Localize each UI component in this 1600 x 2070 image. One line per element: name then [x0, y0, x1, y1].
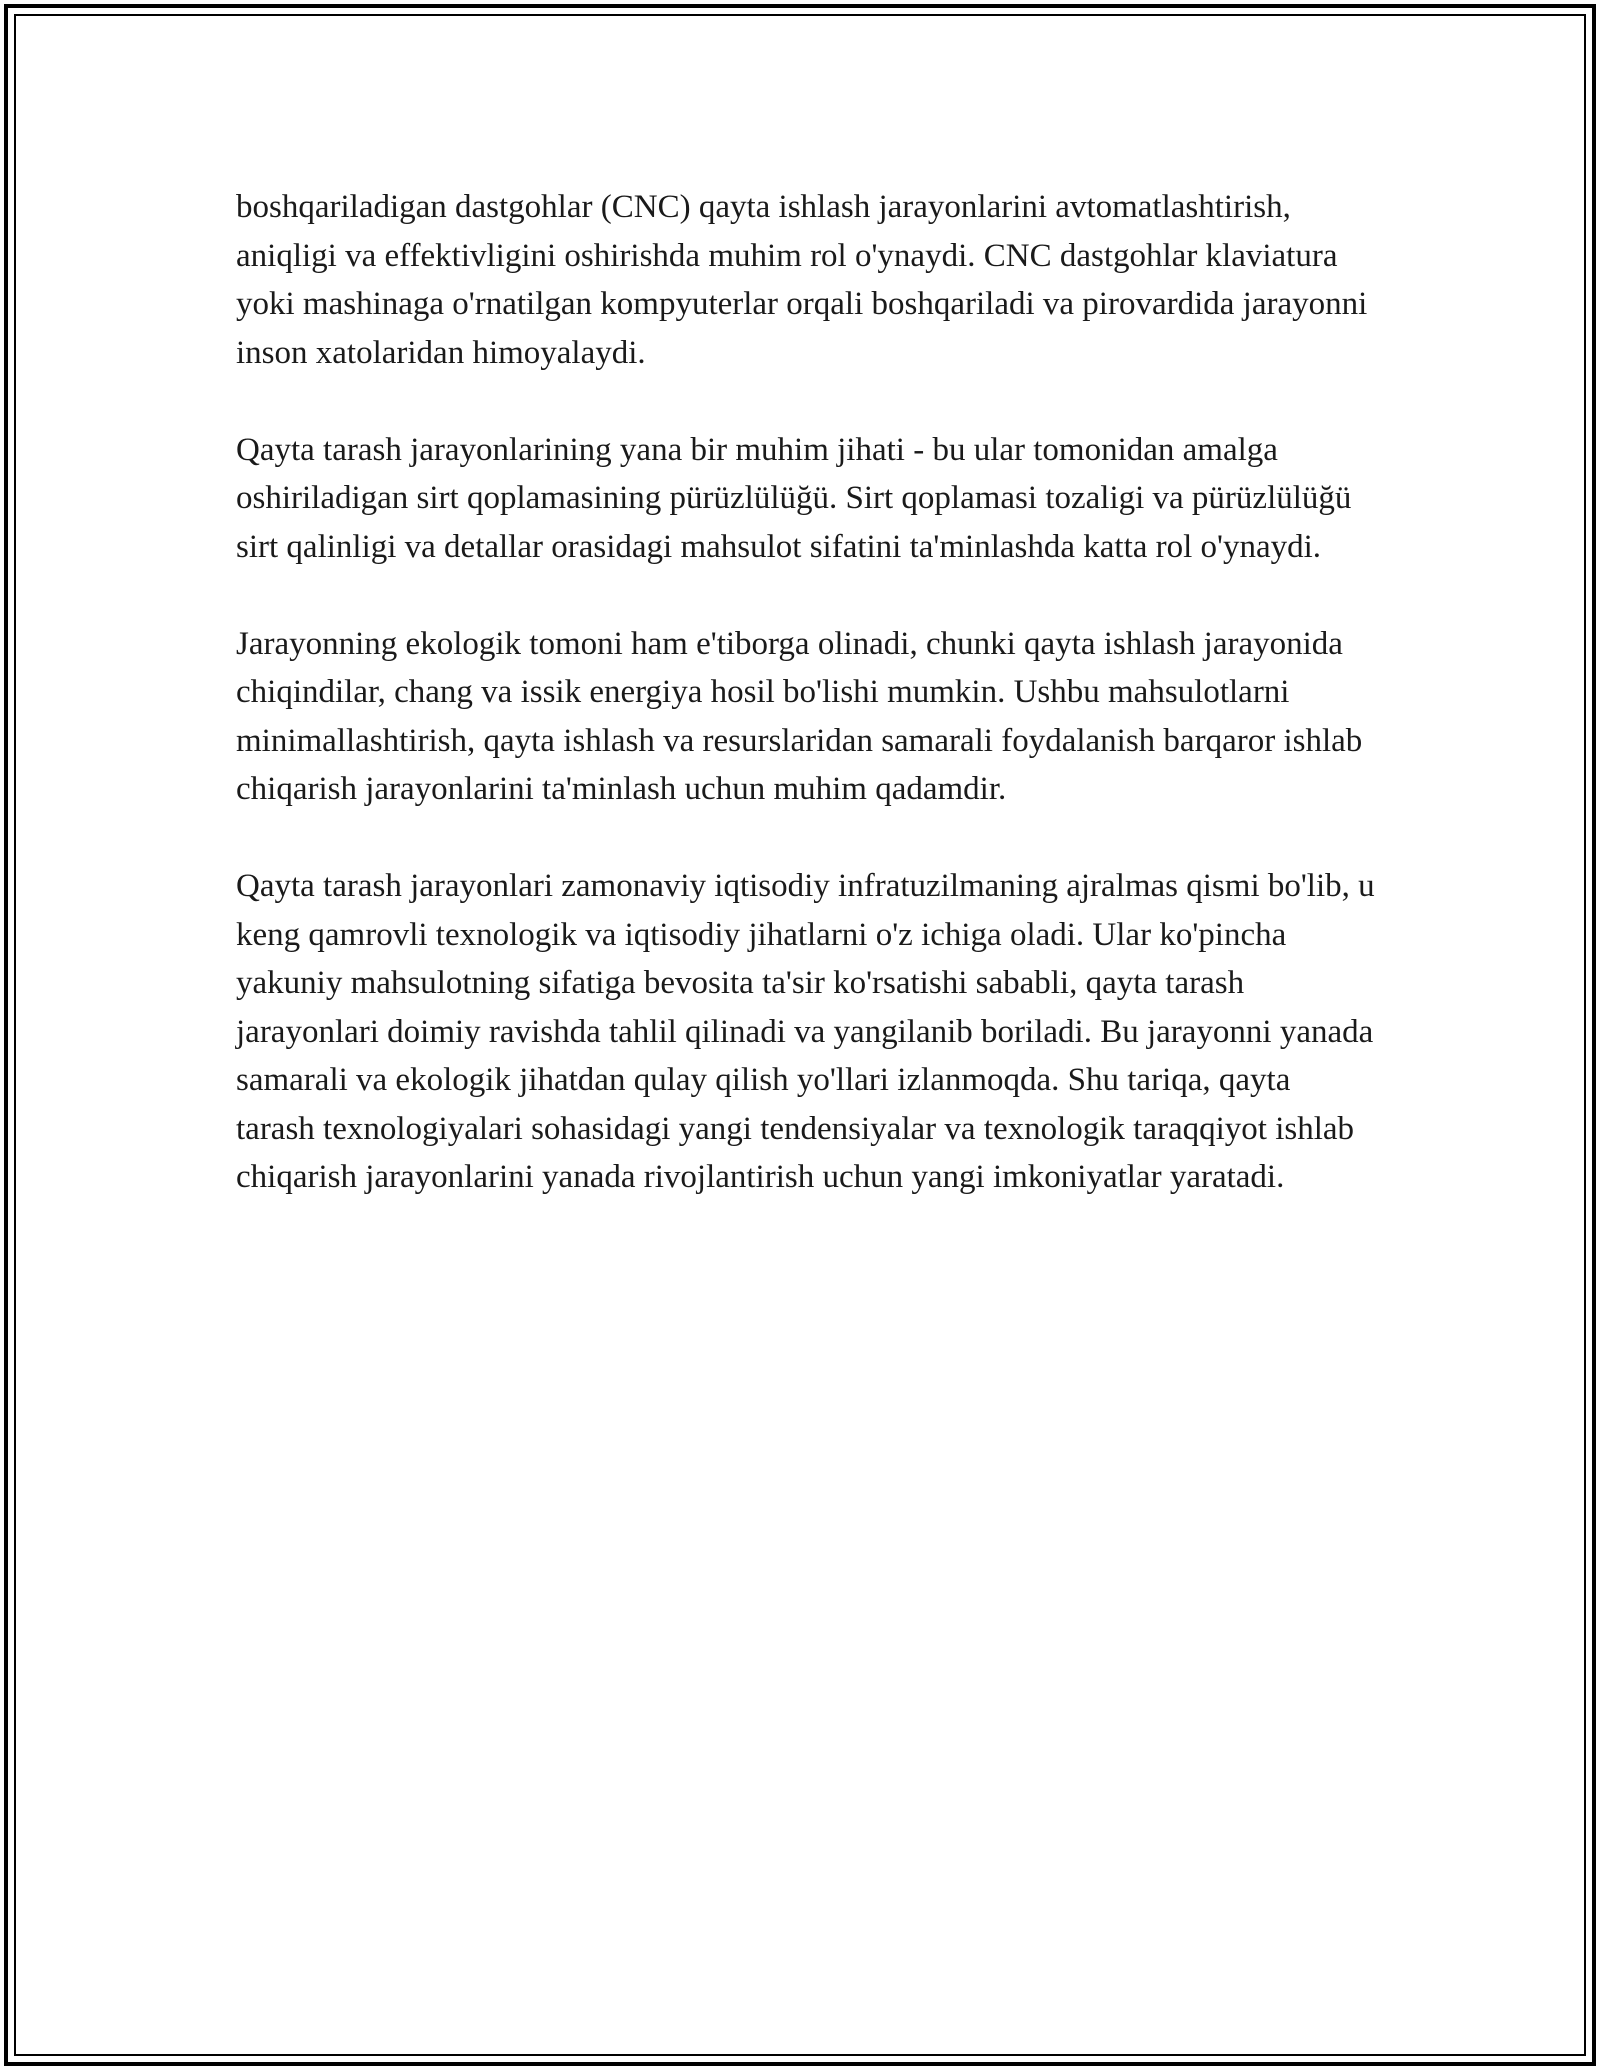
document-body: [236, 183, 1376, 1202]
paragraph-4: Qayta tarash jarayonlari zamonaviy iqtisodiy infratuzilmaning ajralmas qismi bo'lib, u keng qamrovli texnologik va iqtisodiy jihatlarni o'z ichiga oladi. Ular ko'pincha yakuniy mahsulotning sifatiga bevosita ta'sir ko'rsatishi sababli, qayta tarash jarayonlari doimiy ravishda tahlil qilinadi va yangilanib boriladi. Bu jarayonni yanada samarali va ekologik jihatdan qulay qilish yo'llari izlanmoqda. Shu tariqa, qayta tarash texnologiyalari sohasidagi yangi tendensiyalar va texnologik taraqqiyot ishlab chiqarish jarayonlarini yanada rivojlantirish uchun yangi imkoniyatlar yaratadi.: [236, 868, 1375, 1195]
paragraph-1: boshqariladigan dastgohlar (CNC) qayta ishlash jarayonlarini avtomatlashtirish, aniqligi va effektivligini oshirishda muhim rol o'ynaydi. CNC dastgohlar klaviatura yoki mashinaga o'rnatilgan kompyuterlar orqali boshqariladi va pirovardida jarayonni inson xatolaridan himoyalaydi.: [236, 189, 1368, 371]
paragraph-3: Jarayonning ekologik tomoni ham e'tiborga olinadi, chunki qayta ishlash jarayonida chiqindilar, chang va issik energiya hosil bo'lishi mumkin. Ushbu mahsulotlarni minimallashtirish, qayta ishlash va resurslaridan samarali foydalanish barqaror ishlab chiqarish jarayonlarini ta'minlash uchun muhim qadamdir.: [236, 625, 1363, 807]
paragraph-2: Qayta tarash jarayonlarining yana bir muhim jihati - bu ular tomonidan amalga oshiriladigan sirt qoplamasining pürüzlülüğü. Sirt qoplamasi tozaligi va pürüzlülüğü sirt qalinligi va detallar orasidagi mahsulot sifatini ta'minlashda katta rol o'ynaydi.: [236, 431, 1352, 565]
